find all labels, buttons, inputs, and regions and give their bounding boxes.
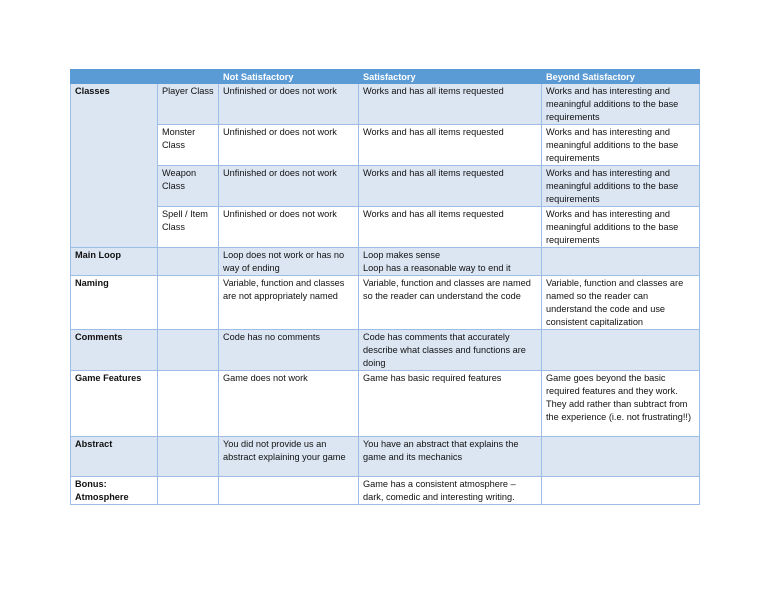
table-row <box>71 84 700 125</box>
not-satisfactory-cell: Loop does not work or has no way of ending <box>219 248 359 276</box>
row-label: Main Loop <box>71 248 158 276</box>
header-not-satisfactory: Not Satisfactory <box>219 70 359 84</box>
row-label: Naming <box>71 276 158 330</box>
sub-criteria-cell: Monster Class <box>158 125 219 166</box>
satisfactory-cell: Variable, function and classes are named so the reader can understand the code <box>359 276 542 330</box>
row-label: Comments <box>71 330 158 371</box>
not-satisfactory-cell: Game does not work <box>219 371 359 437</box>
header-subcriteria <box>158 70 219 84</box>
sub-criteria-cell: Spell / Item Class <box>158 207 219 248</box>
beyond-satisfactory-cell: Variable, function and classes are named so the reader can understand the code and use consistent capitalization <box>542 276 700 330</box>
header-satisfactory: Satisfactory <box>359 70 542 84</box>
table-row <box>71 248 700 276</box>
not-satisfactory-cell: Code has no comments <box>219 330 359 371</box>
header-row <box>71 70 700 84</box>
satisfactory-cell: Game has basic required features <box>359 371 542 437</box>
row-label: Abstract <box>71 437 158 477</box>
satisfactory-cell: Works and has all items requested <box>359 166 542 207</box>
rubric-table <box>70 69 700 505</box>
sub-criteria-cell: Player Class <box>158 84 219 125</box>
beyond-satisfactory-cell: Works and has interesting and meaningful additions to the base requirements <box>542 166 700 207</box>
sub-criteria-cell <box>158 437 219 477</box>
sub-criteria-cell <box>158 477 219 505</box>
beyond-satisfactory-cell <box>542 330 700 371</box>
rubric-page <box>70 69 699 505</box>
table-row <box>71 207 700 248</box>
row-label: Game Features <box>71 371 158 437</box>
table-row <box>71 477 700 505</box>
not-satisfactory-cell: Unfinished or does not work <box>219 125 359 166</box>
satisfactory-cell: You have an abstract that explains the game and its mechanics <box>359 437 542 477</box>
sub-criteria-cell <box>158 276 219 330</box>
row-label-classes: Classes <box>71 84 158 248</box>
sub-criteria-cell <box>158 371 219 437</box>
not-satisfactory-cell <box>219 477 359 505</box>
satisfactory-cell: Code has comments that accurately describe what classes and functions are doing <box>359 330 542 371</box>
not-satisfactory-cell: Unfinished or does not work <box>219 207 359 248</box>
sub-criteria-cell <box>158 330 219 371</box>
not-satisfactory-cell: Unfinished or does not work <box>219 84 359 125</box>
header-beyond-satisfactory: Beyond Satisfactory <box>542 70 700 84</box>
not-satisfactory-cell: You did not provide us an abstract explaining your game <box>219 437 359 477</box>
not-satisfactory-cell: Unfinished or does not work <box>219 166 359 207</box>
table-row <box>71 276 700 330</box>
sub-criteria-cell: Weapon Class <box>158 166 219 207</box>
beyond-satisfactory-cell: Game goes beyond the basic required features and they work. They add rather than subtract from the experience (i.e. not frustrating!!) <box>542 371 700 437</box>
beyond-satisfactory-cell <box>542 477 700 505</box>
table-row <box>71 437 700 477</box>
satisfactory-cell: Loop makes sense Loop has a reasonable way to end it <box>359 248 542 276</box>
satisfactory-cell: Works and has all items requested <box>359 207 542 248</box>
not-satisfactory-cell: Variable, function and classes are not appropriately named <box>219 276 359 330</box>
table-row <box>71 125 700 166</box>
beyond-satisfactory-cell: Works and has interesting and meaningful additions to the base requirements <box>542 207 700 248</box>
table-row <box>71 166 700 207</box>
satisfactory-cell: Works and has all items requested <box>359 84 542 125</box>
sub-criteria-cell <box>158 248 219 276</box>
satisfactory-cell: Game has a consistent atmosphere – dark, comedic and interesting writing. <box>359 477 542 505</box>
row-label: Bonus: Atmosphere <box>71 477 158 505</box>
satisfactory-cell: Works and has all items requested <box>359 125 542 166</box>
header-criteria <box>71 70 158 84</box>
table-row <box>71 371 700 437</box>
table-row <box>71 330 700 371</box>
beyond-satisfactory-cell: Works and has interesting and meaningful additions to the base requirements <box>542 84 700 125</box>
beyond-satisfactory-cell: Works and has interesting and meaningful additions to the base requirements <box>542 125 700 166</box>
beyond-satisfactory-cell <box>542 248 700 276</box>
beyond-satisfactory-cell <box>542 437 700 477</box>
